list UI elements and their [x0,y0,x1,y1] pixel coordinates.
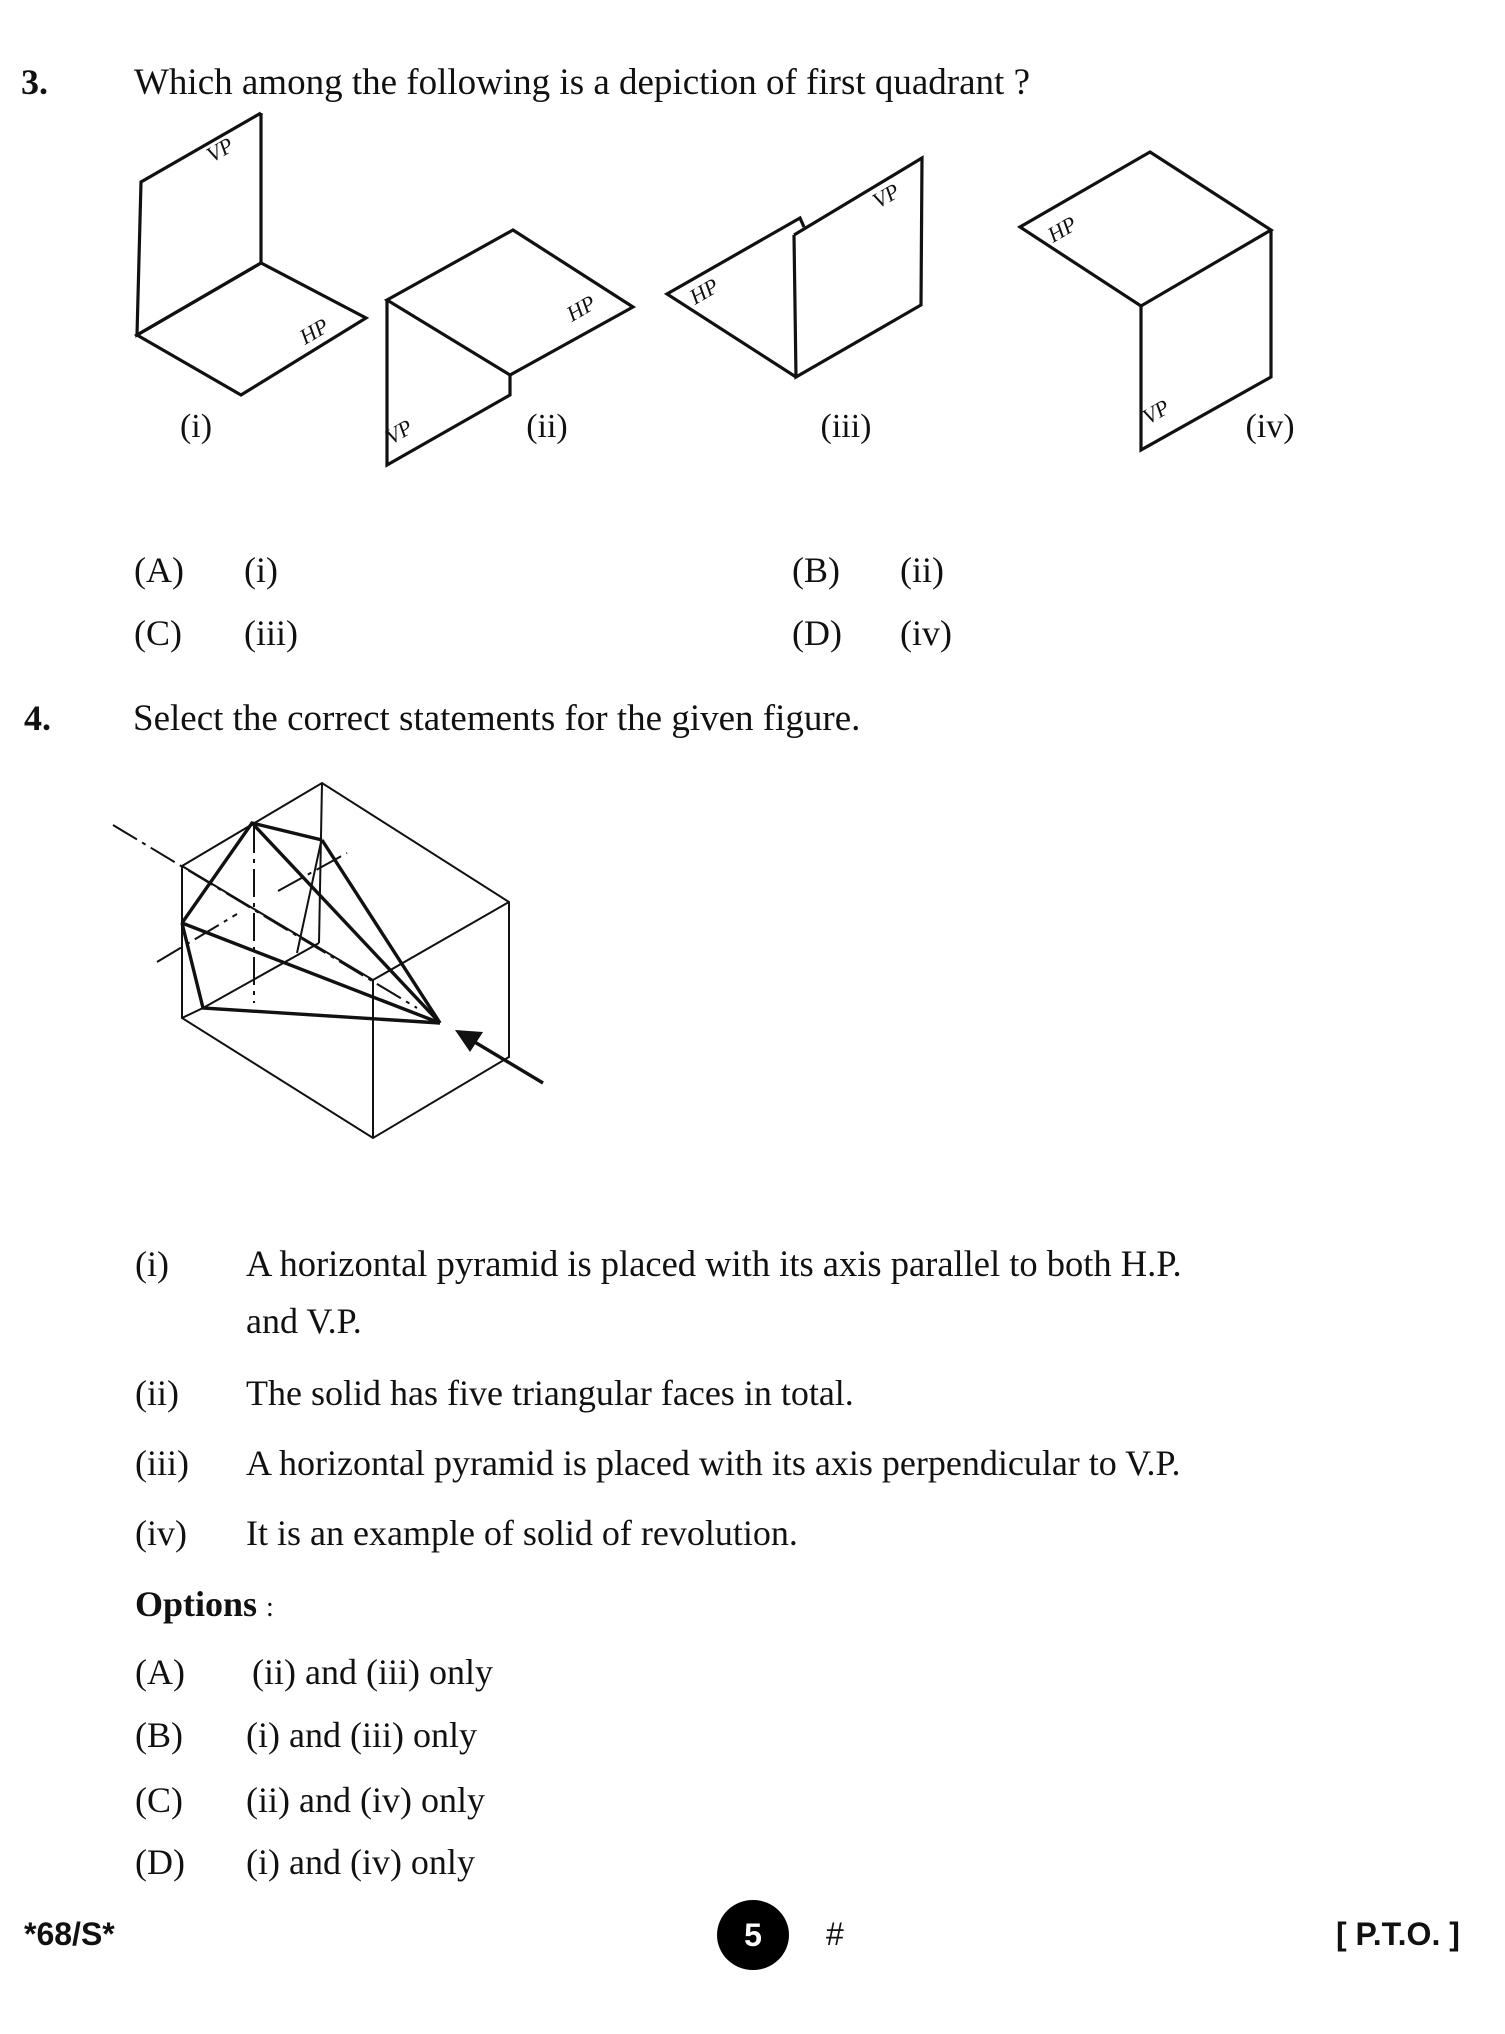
figure-i-vp-label: VP [202,132,238,168]
figure-iv-hp-label: HP [1043,211,1081,248]
options-heading-colon: : [266,1592,274,1623]
q4-option-d-value: (i) and (iv) only [246,1842,475,1882]
q3-option-c-value: (iii) [244,613,298,653]
figure-i-diagram [137,113,366,395]
figure-ii-diagram [387,230,633,465]
q4-option-c-value: (ii) and (iv) only [246,1780,485,1820]
figure-ii-caption: (ii) [526,408,568,445]
page-number: 5 [744,1916,762,1953]
question-4-number: 4. [24,698,51,738]
figure-i-hp-label: HP [295,313,333,350]
figure-iv-vp-label: VP [1138,394,1174,430]
q4-option-a-key: (A) [135,1652,185,1692]
q4-option-d-key: (D) [135,1842,185,1882]
options-heading [135,1586,274,1622]
page-number-badge [717,1900,789,1970]
statement-ii-key: (ii) [135,1373,179,1413]
q4-option-b-value: (i) and (iii) only [246,1715,477,1755]
q4-option-a-value: (ii) and (iii) only [252,1652,493,1692]
options-heading-label: Options [135,1584,258,1624]
figure-iii-caption: (iii) [820,408,872,445]
paper-code: *68/S* [24,1916,115,1952]
figure-iii-vp-label: VP [868,178,904,214]
question-3-text: Which among the following is a depiction of first quadrant ? [134,62,1030,103]
q3-option-a-value: (i) [244,550,278,590]
question-3-number: 3. [21,62,48,102]
statement-i-key: (i) [135,1244,169,1284]
statement-iv-text: It is an example of solid of revolution. [246,1513,798,1553]
q3-option-d-value: (iv) [900,613,952,653]
statement-ii-text: The solid has five triangular faces in total. [246,1373,854,1413]
statement-i-text: A horizontal pyramid is placed with its axis parallel to both H.P. [246,1243,1182,1284]
statement-iv-key: (iv) [135,1513,187,1553]
question-4-text: Select the correct statements for the given figure. [133,698,861,739]
question-3-figures [0,0,1505,480]
statement-iii-key: (iii) [135,1443,189,1483]
statement-iii-text: A horizontal pyramid is placed with its axis perpendicular to V.P. [246,1443,1181,1483]
figure-iii-hp-label: HP [685,273,723,310]
figure-i-caption: (i) [179,408,213,445]
figure-ii-vp-label: VP [381,414,417,450]
q3-option-b-value: (ii) [900,550,944,590]
page-turn-over: [ P.T.O. ] [1336,1916,1460,1952]
figure-ii-hp-label: HP [562,290,600,327]
statement-i-text-cont: and V.P. [246,1301,362,1341]
figure-iv-caption: (iv) [1245,408,1295,445]
q3-option-c-key: (C) [134,613,182,653]
q4-option-c-key: (C) [135,1780,183,1820]
q3-option-a-key: (A) [134,550,184,590]
q3-option-d-key: (D) [792,613,842,653]
viewing-direction-arrow-icon [455,1030,543,1083]
hash-mark: # [826,1916,844,1952]
q3-option-b-key: (B) [792,550,840,590]
q4-option-b-key: (B) [135,1715,183,1755]
